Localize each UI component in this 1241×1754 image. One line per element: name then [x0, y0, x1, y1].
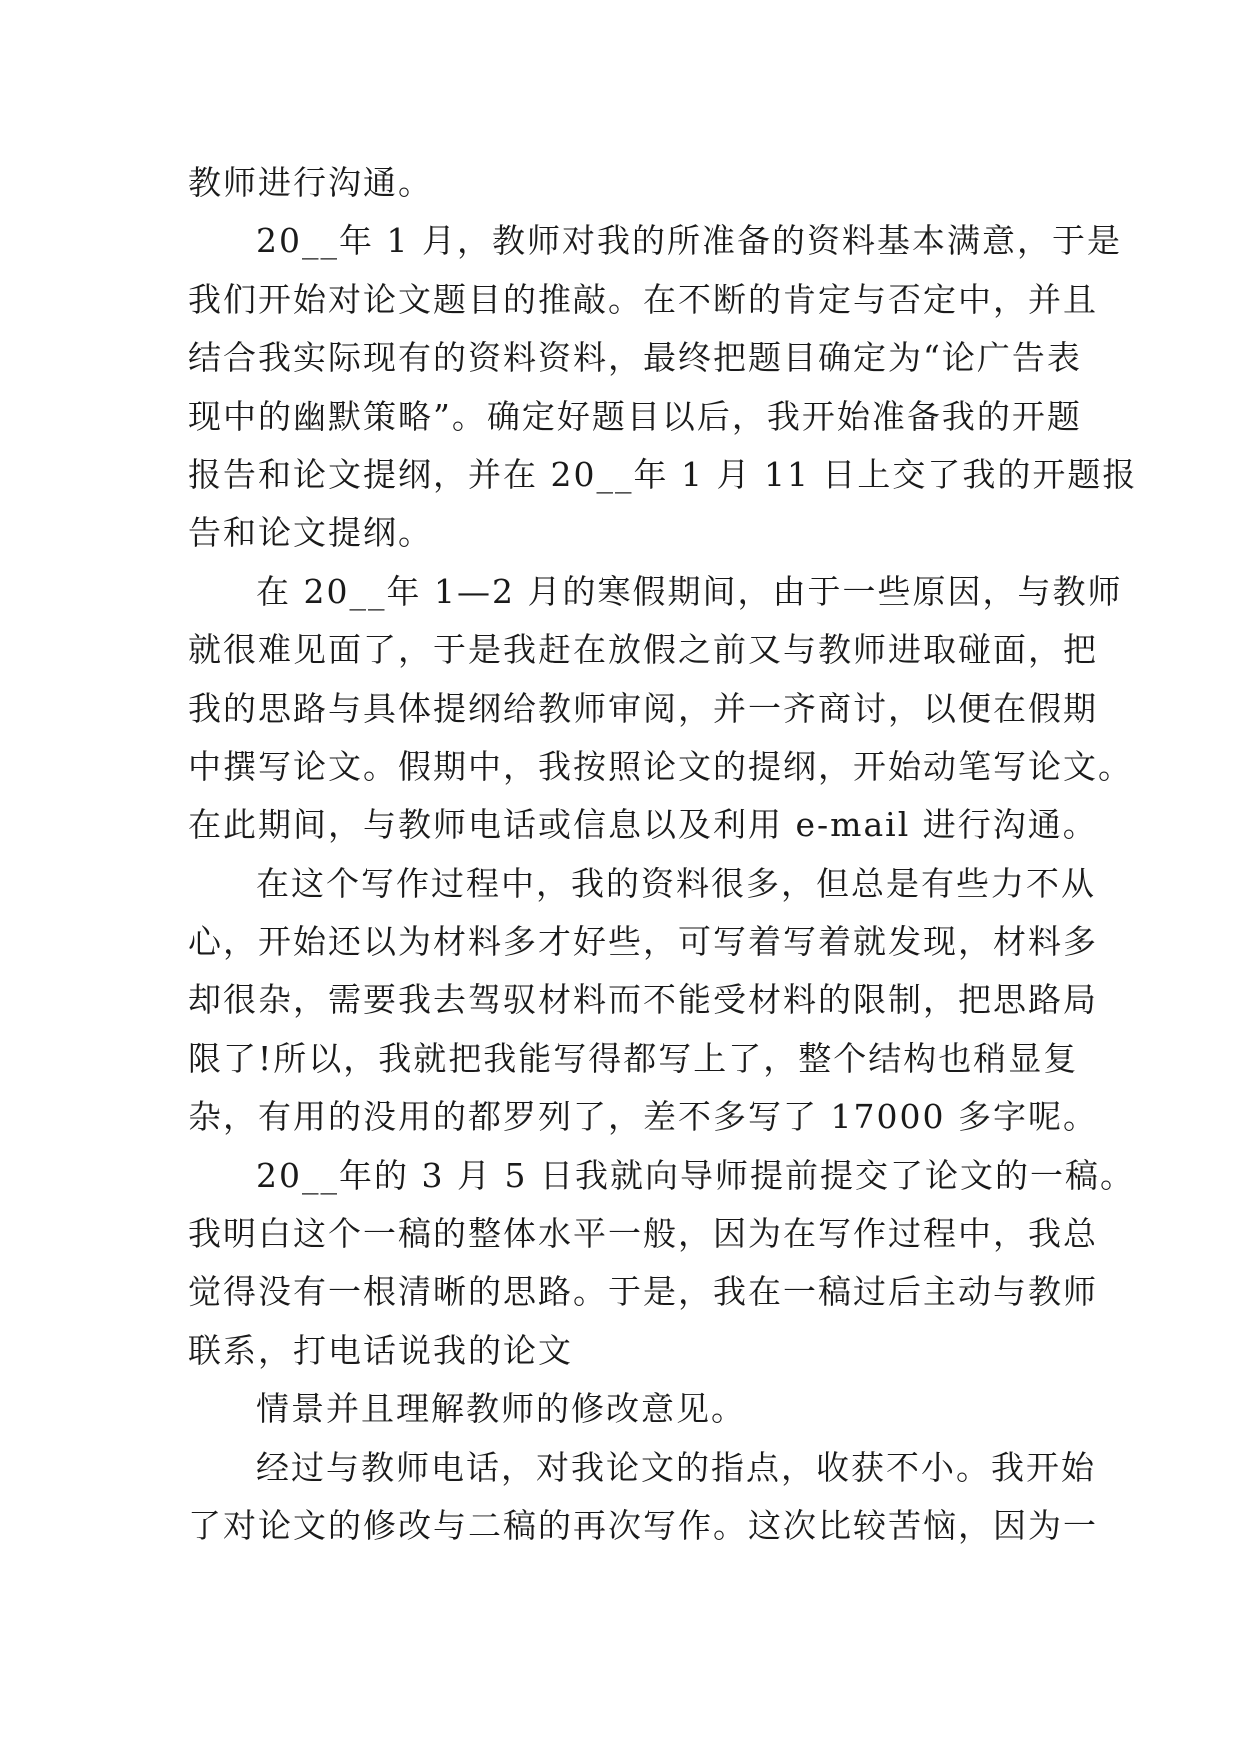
text-line: 限了!所以，我就把我能写得都写上了，整个结构也稍显复 — [188, 1038, 1079, 1078]
text-line: 杂，有用的没用的都罗列了，差不多写了 17000 多字呢。 — [188, 1097, 1098, 1137]
text-line: 我明白这个一稿的整体水平一般，因为在写作过程中，我总 — [188, 1214, 1098, 1254]
text-line: 在 20__年 1—2 月的寒假期间，由于一些原因，与教师 — [256, 571, 1123, 611]
text-line: 在这个写作过程中，我的资料很多，但总是有些力不从 — [256, 863, 1096, 903]
text-line: 经过与教师电话，对我论文的指点，收获不小。我开始 — [256, 1447, 1096, 1487]
document-body — [188, 154, 1138, 1555]
text-line: 却很杂，需要我去驾驭材料而不能受材料的限制，把思路局 — [188, 980, 1098, 1020]
text-line: 了对论文的修改与二稿的再次写作。这次比较苦恼，因为一 — [188, 1505, 1098, 1545]
text-line: 现中的幽默策略”。确定好题目以后，我开始准备我的开题 — [188, 396, 1082, 436]
text-line: 我们开始对论文题目的推敲。在不断的肯定与否定中，并且 — [188, 279, 1098, 319]
text-line: 20__年 1 月，教师对我的所准备的资料基本满意，于是 — [256, 221, 1122, 261]
text-line: 心，开始还以为材料多才好些，可写着写着就发现，材料多 — [188, 922, 1098, 962]
text-line: 告和论文提纲。 — [188, 513, 433, 553]
text-line: 20__年的 3 月 5 日我就向导师提前提交了论文的一稿。 — [256, 1155, 1135, 1195]
text-line: 联系，打电话说我的论文 — [188, 1330, 573, 1370]
text-line: 就很难见面了，于是我赶在放假之前又与教师进取碰面，把 — [188, 630, 1098, 670]
text-line: 情景并且理解教师的修改意见。 — [256, 1389, 746, 1429]
text-line: 觉得没有一根清晰的思路。于是，我在一稿过后主动与教师 — [188, 1272, 1098, 1312]
text-line: 在此期间，与教师电话或信息以及利用 e-mail 进行沟通。 — [188, 805, 1098, 845]
text-line: 中撰写论文。假期中，我按照论文的提纲，开始动笔写论文。 — [188, 746, 1133, 786]
text-line: 结合我实际现有的资料资料，最终把题目确定为“论广告表 — [188, 338, 1082, 378]
text-line: 我的思路与具体提纲给教师审阅，并一齐商讨，以便在假期 — [188, 688, 1098, 728]
text-line: 教师进行沟通。 — [188, 163, 433, 202]
text-line: 报告和论文提纲，并在 20__年 1 月 11 日上交了我的开题报 — [188, 454, 1138, 494]
